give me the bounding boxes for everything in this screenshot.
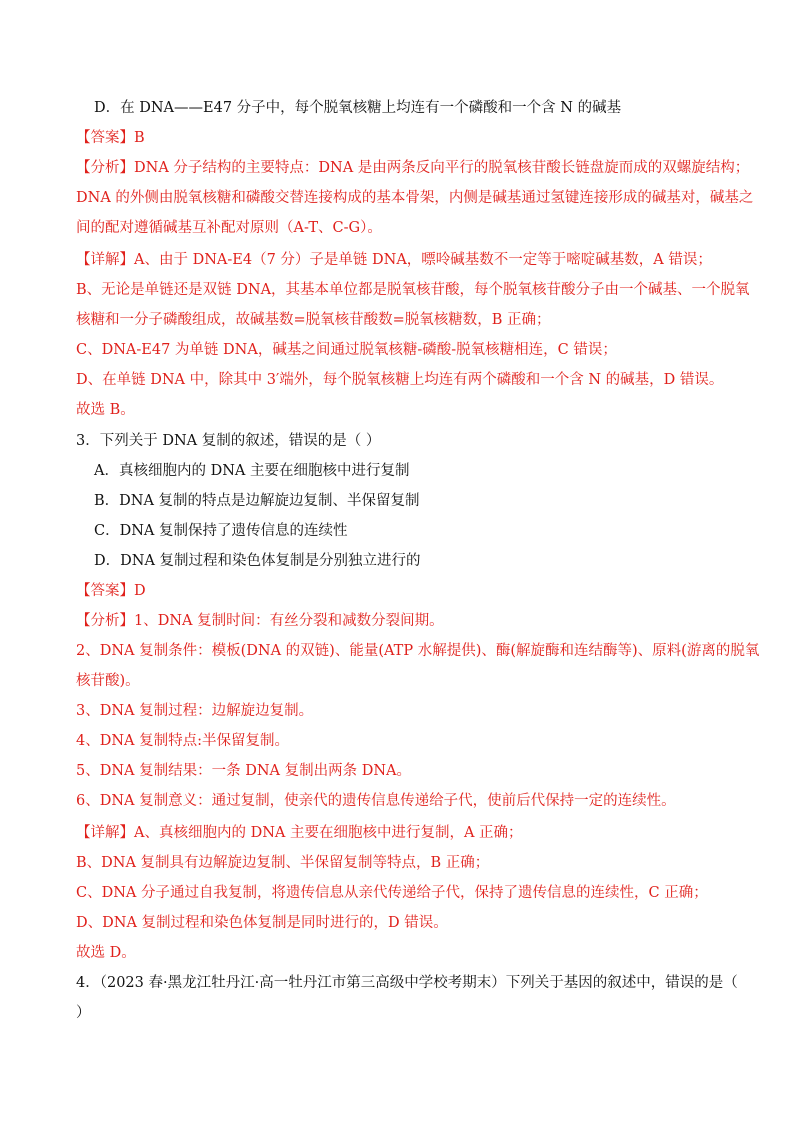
conclusion-q3: 故选 D。 — [76, 945, 136, 961]
conclusion-q2: 故选 B。 — [76, 402, 135, 418]
analysis-q3-2-line2: 核苷酸)。 — [76, 673, 140, 689]
question-4-stem-line1: 4．（2023 春·黑龙江牡丹江·高一牡丹江市第三高级中学校考期末）下列关于基因的叙述中，错误的是（ — [76, 975, 738, 991]
answer-q2: 【答案】B — [76, 130, 145, 146]
detail-q2-b-line1: B、无论是单链还是双链 DNA，其基本单位都是脱氧核苷酸，每个脱氧核苷酸分子由一个碱基、一个脱氧 — [76, 282, 750, 298]
answer-q3: 【答案】D — [76, 583, 146, 599]
analysis-q2-line1: 【分析】DNA 分子结构的主要特点：DNA 是由两条反向平行的脱氧核苷酸长链盘旋而成的双螺旋结构； — [76, 160, 750, 176]
analysis-q3-6: 6、DNA 复制意义：通过复制，使亲代的遗传信息传递给子代，使前后代保持一定的连续性。 — [76, 793, 676, 809]
detail-q3-c: C、DNA 分子通过自我复制，将遗传信息从亲代传递给子代，保持了遗传信息的连续性，C 正确； — [76, 885, 708, 901]
option-d-q3: D．DNA 复制过程和染色体复制是分别独立进行的 — [94, 553, 421, 569]
question-3-stem: 3．下列关于 DNA 复制的叙述，错误的是（ ） — [76, 433, 381, 449]
analysis-q3-3: 3、DNA 复制过程：边解旋边复制。 — [76, 703, 314, 719]
analysis-q2-line3: 间的配对遵循碱基互补配对原则（A-T、C-G）。 — [76, 220, 382, 236]
question-4-stem-line2: ） — [76, 1005, 91, 1021]
analysis-q3-4: 4、DNA 复制特点:半保留复制。 — [76, 733, 290, 749]
option-c-q3: C．DNA 复制保持了遗传信息的连续性 — [94, 523, 348, 539]
detail-q3-b: B、DNA 复制具有边解旋边复制、半保留复制等特点，B 正确； — [76, 855, 490, 871]
analysis-q3-5: 5、DNA 复制结果：一条 DNA 复制出两条 DNA。 — [76, 763, 412, 779]
detail-q2-b-line2: 核糖和一分子磷酸组成，故碱基数=脱氧核苷酸数=脱氧核糖数，B 正确； — [76, 312, 551, 328]
analysis-q3-2-line1: 2、DNA 复制条件：模板(DNA 的双链)、能量(ATP 水解提供)、酶(解旋酶和连结酶等)、原料(游离的脱氧 — [76, 643, 760, 659]
detail-q2-c: C、DNA-E47 为单链 DNA，碱基之间通过脱氧核糖-磷酸-脱氧核糖相连，C 错误； — [76, 342, 617, 358]
detail-q2-a: 【详解】A、由于 DNA-E4（7 分）子是单链 DNA，嘌呤碱基数不一定等于嘧啶碱基数，A 错误； — [76, 252, 712, 268]
option-d-q2: D．在 DNA——E47 分子中，每个脱氧核糖上均连有一个磷酸和一个含 N 的碱基 — [94, 100, 622, 116]
option-b-q3: B．DNA 复制的特点是边解旋边复制、半保留复制 — [94, 493, 420, 509]
analysis-q3-1: 【分析】1、DNA 复制时间：有丝分裂和减数分裂间期。 — [76, 613, 444, 629]
analysis-q2-line2: DNA 的外侧由脱氧核糖和磷酸交替连接构成的基本骨架，内侧是碱基通过氢键连接形成的碱基对，碱基之 — [76, 190, 754, 206]
detail-q3-a: 【详解】A、真核细胞内的 DNA 主要在细胞核中进行复制，A 正确； — [76, 825, 523, 841]
option-a-q3: A．真核细胞内的 DNA 主要在细胞核中进行复制 — [94, 463, 410, 479]
detail-q2-d: D、在单链 DNA 中，除其中 3′端外，每个脱氧核糖上均连有两个磷酸和一个含 N 的碱基，D 错误。 — [76, 372, 724, 388]
detail-q3-d: D、DNA 复制过程和染色体复制是同时进行的，D 错误。 — [76, 915, 448, 931]
